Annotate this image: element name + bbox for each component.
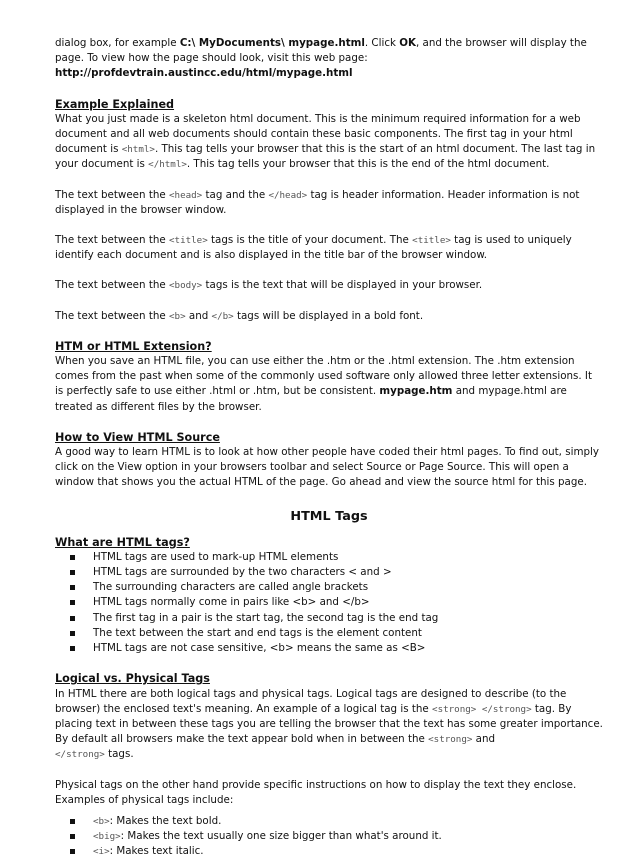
example-paragraph-5 xyxy=(55,309,603,324)
text-span: The text between the xyxy=(55,188,169,201)
logical-paragraph-1 xyxy=(55,687,603,763)
list-item xyxy=(55,595,603,610)
code-head-close: </head> xyxy=(268,189,308,201)
code-strong-open: <strong> xyxy=(428,734,473,746)
code-span: <b> xyxy=(93,815,110,827)
code-b-close: </b> xyxy=(211,310,234,322)
view-source-paragraph: A good way to learn HTML is to look at how other people have coded their html pages. To find out, simply click on the View option in your browsers toolbar and select Source or Page Source. This will open a window that shows you the actual HTML of the page. Go ahead and view the source html for this page. xyxy=(55,446,599,489)
bullet-icon xyxy=(70,819,75,824)
view-source-heading: How to View HTML Source xyxy=(55,430,220,444)
bullet-icon xyxy=(70,555,75,560)
example-paragraph-2 xyxy=(55,188,603,218)
text-span: In HTML there are both logical tags and physical tags. Logical tags are designed to describe (to the browser) the enclosed text's meaning. An example of a logical tag is the xyxy=(55,687,567,715)
code-title: <title> xyxy=(412,235,451,247)
code-html-open: <html> xyxy=(121,144,155,156)
bullet-icon xyxy=(70,631,75,636)
text-span: : Makes text italic. xyxy=(109,845,204,858)
text-span: When you save an HTML file, you can use either the .htm or the .html extension. The .htm extension comes from the past when some of the commonly used software only allowed three letter extensions. It is perfectly safe to use either .html or .htm, but be consistent. xyxy=(55,355,593,398)
list-item xyxy=(55,565,603,580)
bullet-icon xyxy=(70,849,75,854)
text-span: The text between the xyxy=(55,234,169,247)
logical-physical-heading: Logical vs. Physical Tags xyxy=(55,672,210,686)
what-are-tags-heading: What are HTML tags? xyxy=(55,535,190,549)
bullet-icon xyxy=(70,570,75,575)
list-item xyxy=(55,829,603,844)
text-span: tags will be displayed in a bold font. xyxy=(233,309,424,322)
example-path: C:\ MyDocuments\ mypage.html xyxy=(179,37,365,49)
text-span: and xyxy=(185,309,212,322)
bullet-icon xyxy=(70,585,75,590)
example-explained-heading: Example Explained xyxy=(55,97,175,111)
example-url: http://profdevtrain.austincc.edu/html/mypage.html xyxy=(55,67,353,80)
code-html-close: </html> xyxy=(148,159,187,171)
code-head-open: <head> xyxy=(169,189,203,201)
code-strong-pair: <strong> </strong> xyxy=(432,703,532,715)
text-span: HTML tags are surrounded by the two characters < and > xyxy=(93,566,392,579)
text-span: What you just made is a skeleton html document. This is the minimum required information for a web document and all web documents should contain these basic components. The first tag in your html document is xyxy=(55,112,581,156)
text-span: The text between the start and end tags is the element content xyxy=(93,626,422,639)
intro-text-1: dialog box, for example xyxy=(55,37,180,49)
html-tags-title: HTML Tags xyxy=(290,508,368,524)
htm-paragraph xyxy=(55,354,603,415)
intro-text-2: . Click xyxy=(364,37,400,49)
text-span: and mypage.html are treated as different files by the browser. xyxy=(55,385,567,413)
text-span: tags is the text that will be displayed in your browser. xyxy=(202,279,483,292)
text-span: tags. xyxy=(104,748,134,761)
text-span: tags is the title of your document. The xyxy=(207,234,413,247)
text-span: The text between the xyxy=(55,279,169,292)
list-item xyxy=(55,814,603,829)
logical-paragraph-2: Physical tags on the other hand provide specific instructions on how to display the text they enclose. Examples of physical tags include: xyxy=(55,778,577,806)
bullet-icon xyxy=(70,616,75,621)
example-paragraph-4 xyxy=(55,278,603,293)
text-span: tag and the xyxy=(202,188,269,201)
code-body: <body> xyxy=(169,280,203,292)
code-span: <i> xyxy=(93,846,110,858)
example-paragraph-1 xyxy=(55,112,603,173)
text-span: HTML tags normally come in pairs like <b> and </b> xyxy=(93,596,370,609)
example-paragraph-3 xyxy=(55,233,603,263)
intro-text-3: , and the browser will display the page. To view how the page should look, visit this web page: xyxy=(55,37,587,65)
text-span: : Makes the text usually one size bigger than what's around it. xyxy=(120,830,442,843)
text-span: tag. By placing text in between these tags you are telling the browser that the text has some greater importance. By default all browsers make the text appear bold when in between the xyxy=(55,702,603,746)
bullet-icon xyxy=(70,646,75,651)
code-b-open: <b> xyxy=(169,310,186,322)
text-span: HTML tags are not case sensitive, <b> means the same as <B> xyxy=(93,642,426,655)
list-item xyxy=(55,626,603,641)
text-span: tag is used to uniquely identify each document and is also displayed in the title bar of the browser window. xyxy=(55,234,572,262)
list-item xyxy=(55,550,603,565)
mypage-htm-bold: mypage.htm xyxy=(379,385,453,398)
text-span: tag is header information. Header information is not displayed in the browser window. xyxy=(55,188,580,216)
list-item xyxy=(55,844,603,859)
list-item xyxy=(55,611,603,626)
intro-paragraph xyxy=(55,36,603,82)
list-item xyxy=(55,641,603,656)
text-span: HTML tags are used to mark-up HTML elements xyxy=(93,550,339,563)
text-span: : Makes the text bold. xyxy=(109,814,222,827)
list-item xyxy=(55,580,603,595)
code-title: <title> xyxy=(169,235,208,247)
text-span: The text between the xyxy=(55,309,169,322)
document-page xyxy=(55,36,603,860)
text-span: . This tag tells your browser that this is the start of an html document. The last tag in your document is xyxy=(55,143,596,171)
text-span: and xyxy=(472,733,496,746)
bullet-icon xyxy=(70,600,75,605)
text-span: The surrounding characters are called angle brackets xyxy=(93,581,369,594)
what-are-tags-list xyxy=(55,550,603,656)
bullet-icon xyxy=(70,834,75,839)
ok-label: OK xyxy=(399,37,416,49)
physical-tags-list xyxy=(55,814,603,860)
htm-extension-heading: HTM or HTML Extension? xyxy=(55,339,212,353)
text-span: The first tag in a pair is the start tag, the second tag is the end tag xyxy=(93,611,439,624)
code-span: <big> xyxy=(93,831,121,843)
code-strong-close: </strong> xyxy=(55,749,105,761)
text-span: . This tag tells your browser that this is the end of the html document. xyxy=(186,158,550,171)
